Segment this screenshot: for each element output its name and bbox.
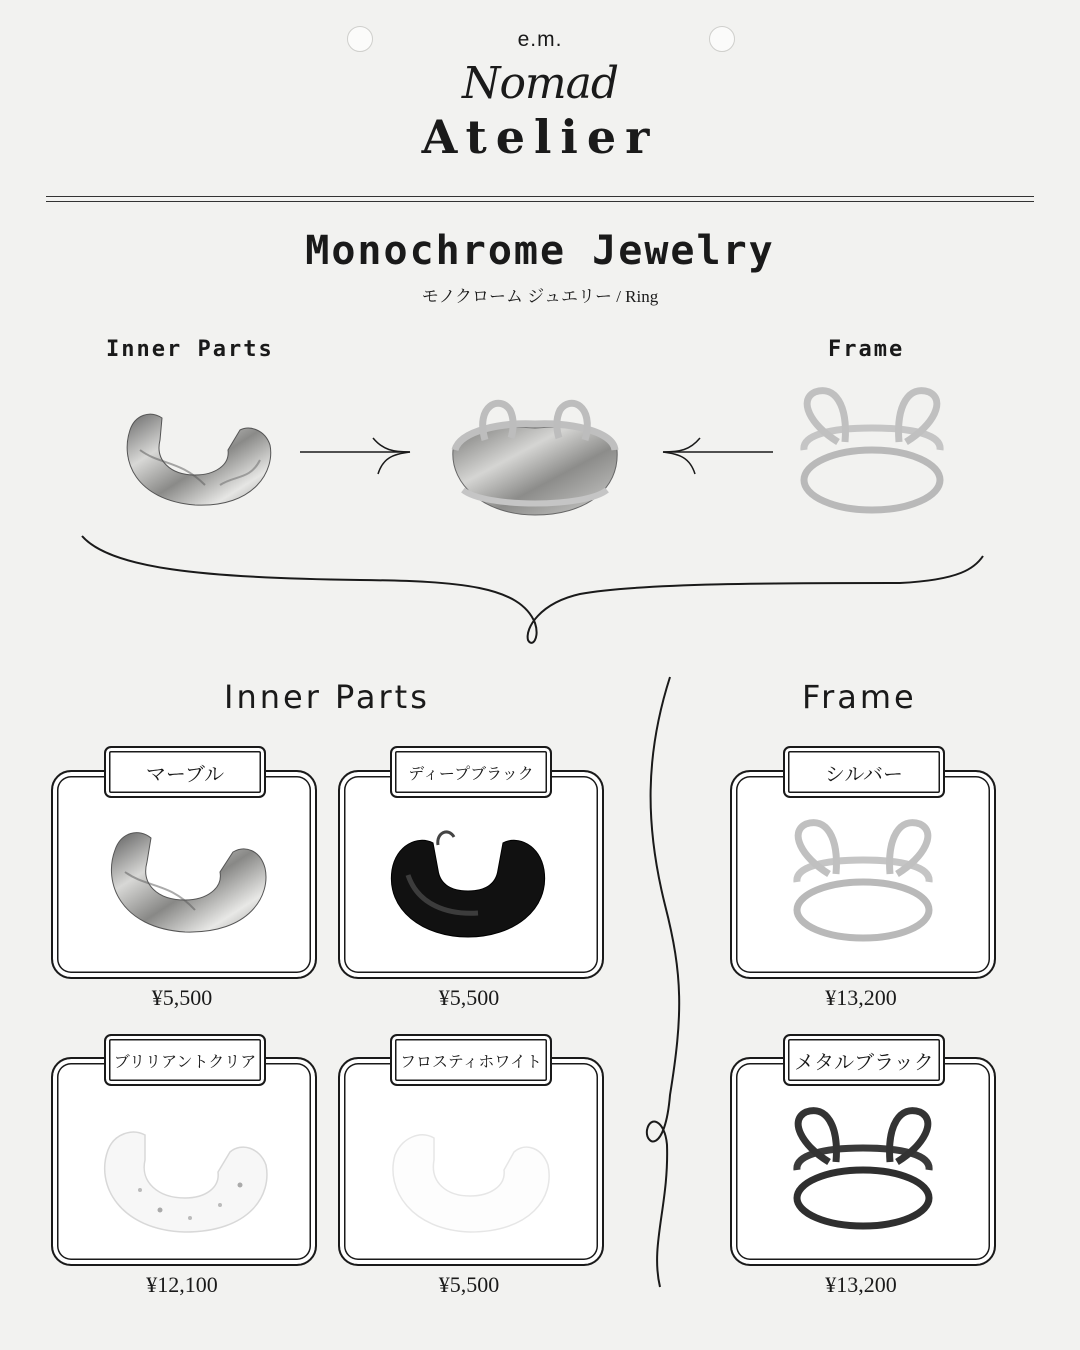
page-title: Monochrome Jewelry: [305, 228, 775, 274]
page-subtitle: モノクローム ジュエリー / Ring: [421, 287, 659, 306]
diagram-inner-label: Inner Parts: [106, 337, 274, 362]
diagram-frame-label: Frame: [828, 337, 905, 362]
brand-script: Nomad: [461, 58, 619, 109]
brand-main: Atelier: [421, 110, 659, 164]
product-image-black: [378, 815, 558, 940]
product-image-metal: [783, 1098, 943, 1238]
arrow-right-icon: [298, 430, 418, 480]
product-tag-frosty: フロスティホワイト: [390, 1034, 552, 1086]
header-rule-bottom: [46, 201, 1034, 202]
marble-ring-icon: [110, 390, 280, 515]
wavy-divider-icon: [635, 675, 695, 1295]
product-tag-metal: メタルブラック: [783, 1034, 945, 1086]
product-image-frosty: [380, 1110, 560, 1235]
product-image-clear: [90, 1110, 275, 1235]
product-tag-silver: シルバー: [783, 746, 945, 798]
product-tag-black: ディープブラック: [390, 746, 552, 798]
section-inner-heading: Inner Parts: [224, 678, 430, 716]
product-tag-clear: ブリリアントクリア: [104, 1034, 266, 1086]
product-tag-marble: マーブル: [104, 746, 266, 798]
product-price-black: ¥5,500: [438, 985, 500, 1010]
product-price-metal: ¥13,200: [825, 1272, 897, 1297]
product-price-silver: ¥13,200: [825, 985, 897, 1010]
product-image-marble: [95, 810, 275, 940]
brand-small: e.m.: [517, 28, 563, 51]
combined-ring-icon: [445, 390, 625, 525]
curly-brace-icon: [80, 528, 990, 653]
product-price-frosty: ¥5,500: [438, 1272, 500, 1297]
section-frame-heading: Frame: [802, 678, 917, 716]
frame-ring-icon: [790, 380, 955, 525]
product-price-clear: ¥12,100: [146, 1272, 218, 1297]
product-image-silver: [783, 810, 943, 950]
product-price-marble: ¥5,500: [151, 985, 213, 1010]
arrow-left-icon: [655, 430, 775, 480]
header-rule-top: [46, 196, 1034, 197]
